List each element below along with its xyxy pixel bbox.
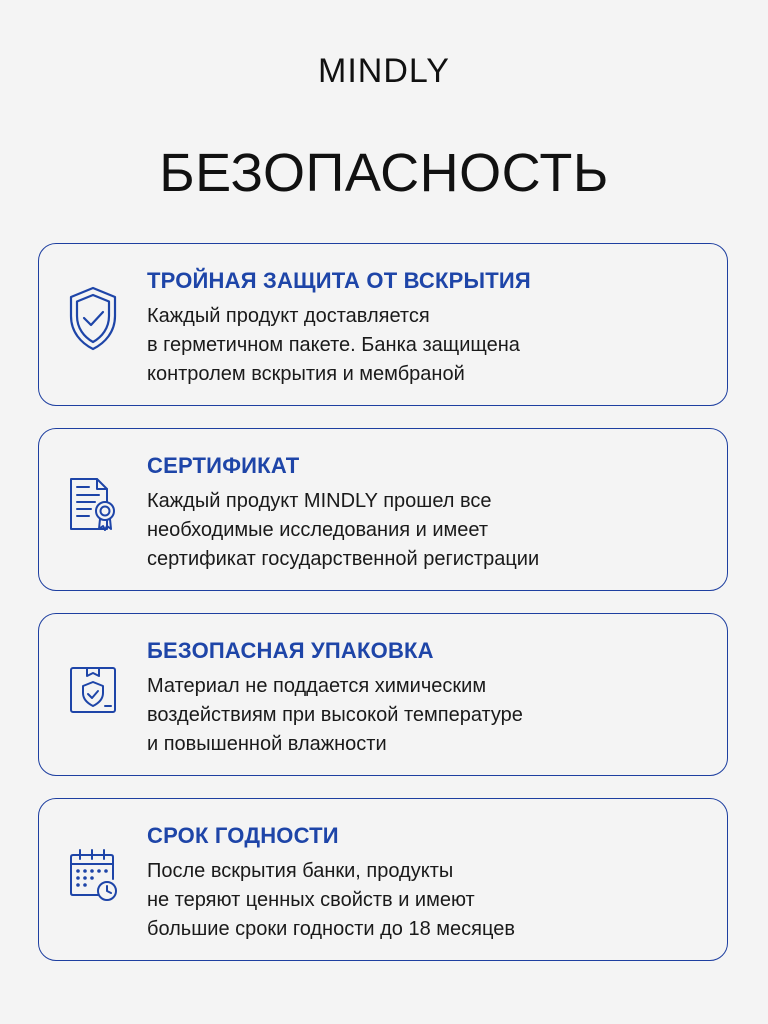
- page-title: БЕЗОПАСНОСТЬ: [159, 143, 609, 203]
- card-description-line: не теряют ценных свойств и имеют: [147, 889, 475, 911]
- calendar-clock-icon: [65, 839, 121, 909]
- card-description-line: сертификат государственной регистрации: [147, 548, 540, 570]
- card-heading: СЕРТИФИКАТ: [147, 453, 300, 478]
- feature-card-certificate: [38, 428, 728, 591]
- card-description: [147, 487, 707, 574]
- card-description-line: в герметичном пакете. Банка защищена: [147, 334, 520, 356]
- card-description-line: необходимые исследования и имеет: [147, 519, 489, 541]
- card-heading: ТРОЙНАЯ ЗАЩИТА ОТ ВСКРЫТИЯ: [147, 268, 531, 293]
- card-heading: СРОК ГОДНОСТИ: [147, 823, 339, 848]
- card-description-line: контролем вскрытия и мембраной: [147, 363, 465, 385]
- card-description: [147, 857, 707, 944]
- package-shield-icon: [65, 654, 121, 724]
- card-description-line: Каждый продукт MINDLY прошел все: [147, 490, 492, 512]
- card-heading: БЕЗОПАСНАЯ УПАКОВКА: [147, 638, 434, 663]
- card-description-line: Материал не поддается химическим: [147, 675, 487, 697]
- feature-card-safe-packaging: [38, 613, 728, 776]
- card-description-line: воздействиям при высокой температуре: [147, 704, 523, 726]
- certificate-icon: [65, 469, 121, 539]
- card-description-line: и повышенной влажности: [147, 733, 387, 755]
- feature-card-shelf-life: [38, 798, 728, 961]
- card-description: [147, 302, 707, 389]
- shield-check-icon: [65, 284, 121, 354]
- card-description-line: большие сроки годности до 18 месяцев: [147, 918, 515, 940]
- feature-card-tamper-protection: [38, 243, 728, 406]
- card-description: [147, 672, 707, 759]
- card-description-line: После вскрытия банки, продукты: [147, 860, 454, 882]
- card-description-line: Каждый продукт доставляется: [147, 305, 430, 327]
- brand-logo: MINDLY: [318, 52, 450, 90]
